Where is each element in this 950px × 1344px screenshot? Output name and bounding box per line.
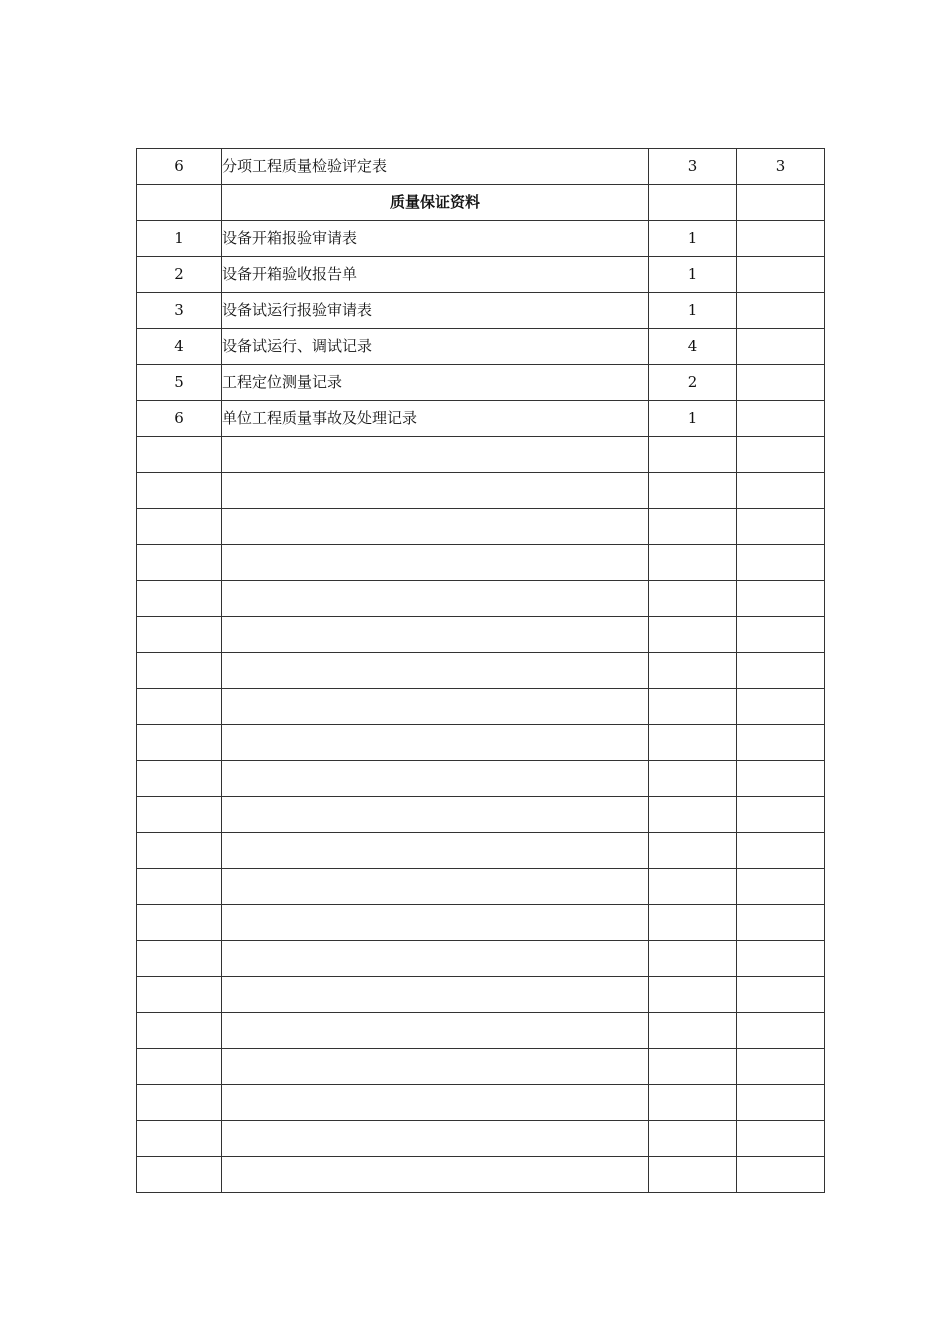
row-number-cell: 1 [137, 221, 222, 257]
empty-table-row [137, 725, 825, 761]
empty-cell [222, 437, 649, 473]
empty-table-row [137, 1157, 825, 1193]
quantity-b-cell [737, 185, 825, 221]
empty-table-row [137, 833, 825, 869]
empty-cell [222, 869, 649, 905]
empty-cell [137, 725, 222, 761]
empty-cell [737, 1013, 825, 1049]
quantity-a-cell [649, 185, 737, 221]
empty-cell [737, 437, 825, 473]
empty-cell [649, 833, 737, 869]
section-header-row [137, 185, 825, 221]
empty-cell [222, 1121, 649, 1157]
table-row [137, 257, 825, 293]
empty-table-row [137, 941, 825, 977]
empty-cell [737, 761, 825, 797]
empty-cell [649, 1085, 737, 1121]
empty-cell [649, 437, 737, 473]
empty-cell [737, 689, 825, 725]
quantity-b-cell [737, 365, 825, 401]
empty-cell [137, 905, 222, 941]
empty-cell [737, 869, 825, 905]
empty-cell [649, 869, 737, 905]
empty-table-row [137, 509, 825, 545]
empty-cell [222, 761, 649, 797]
empty-cell [649, 1049, 737, 1085]
empty-cell [737, 653, 825, 689]
empty-cell [137, 869, 222, 905]
empty-cell [222, 905, 649, 941]
empty-cell [649, 797, 737, 833]
table-row [137, 221, 825, 257]
item-name-cell: 工程定位测量记录 [222, 365, 649, 401]
empty-table-row [137, 545, 825, 581]
empty-cell [649, 509, 737, 545]
empty-cell [649, 473, 737, 509]
empty-cell [222, 1085, 649, 1121]
empty-table-row [137, 1013, 825, 1049]
empty-cell [137, 1049, 222, 1085]
empty-cell [222, 689, 649, 725]
empty-cell [737, 905, 825, 941]
empty-cell [737, 545, 825, 581]
empty-cell [222, 1049, 649, 1085]
quantity-a-cell: 1 [649, 401, 737, 437]
quantity-a-cell: 1 [649, 221, 737, 257]
empty-cell [222, 617, 649, 653]
quantity-b-cell: 3 [737, 149, 825, 185]
empty-cell [737, 977, 825, 1013]
empty-cell [222, 581, 649, 617]
empty-cell [649, 689, 737, 725]
empty-cell [222, 941, 649, 977]
empty-cell [137, 473, 222, 509]
empty-cell [737, 1085, 825, 1121]
empty-cell [222, 509, 649, 545]
empty-cell [137, 509, 222, 545]
empty-table-row [137, 977, 825, 1013]
empty-cell [137, 1013, 222, 1049]
row-number-cell: 5 [137, 365, 222, 401]
empty-cell [137, 653, 222, 689]
empty-table-row [137, 761, 825, 797]
quantity-a-cell: 3 [649, 149, 737, 185]
table-row [137, 149, 825, 185]
empty-cell [137, 689, 222, 725]
empty-table-row [137, 1121, 825, 1157]
empty-cell [222, 545, 649, 581]
empty-table-row [137, 797, 825, 833]
empty-cell [737, 473, 825, 509]
item-name-cell: 设备试运行报验审请表 [222, 293, 649, 329]
empty-cell [649, 725, 737, 761]
empty-cell [649, 905, 737, 941]
table-body [137, 149, 825, 1193]
table-row [137, 365, 825, 401]
empty-cell [737, 509, 825, 545]
row-number-cell: 4 [137, 329, 222, 365]
row-number-cell: 6 [137, 401, 222, 437]
empty-cell [737, 617, 825, 653]
empty-cell [649, 977, 737, 1013]
empty-table-row [137, 1085, 825, 1121]
item-name-cell: 设备试运行、调试记录 [222, 329, 649, 365]
empty-cell [137, 545, 222, 581]
empty-cell [737, 581, 825, 617]
empty-table-row [137, 689, 825, 725]
empty-cell [222, 977, 649, 1013]
quantity-b-cell [737, 293, 825, 329]
empty-cell [137, 1157, 222, 1193]
empty-cell [137, 833, 222, 869]
empty-cell [649, 545, 737, 581]
empty-cell [222, 653, 649, 689]
empty-cell [137, 617, 222, 653]
empty-cell [737, 725, 825, 761]
table-row [137, 293, 825, 329]
empty-cell [137, 581, 222, 617]
item-name-cell: 分项工程质量检验评定表 [222, 149, 649, 185]
empty-cell [137, 437, 222, 473]
empty-cell [222, 1157, 649, 1193]
empty-table-row [137, 653, 825, 689]
empty-table-row [137, 581, 825, 617]
quantity-b-cell [737, 401, 825, 437]
quantity-a-cell: 4 [649, 329, 737, 365]
row-number-cell [137, 185, 222, 221]
empty-cell [737, 1049, 825, 1085]
empty-cell [137, 941, 222, 977]
row-number-cell: 2 [137, 257, 222, 293]
quantity-a-cell: 2 [649, 365, 737, 401]
section-title: 质量保证资料 [222, 185, 649, 221]
empty-table-row [137, 617, 825, 653]
empty-cell [737, 1121, 825, 1157]
empty-cell [737, 833, 825, 869]
empty-cell [137, 977, 222, 1013]
empty-table-row [137, 437, 825, 473]
empty-cell [222, 725, 649, 761]
empty-cell [137, 1121, 222, 1157]
quantity-a-cell: 1 [649, 257, 737, 293]
empty-table-row [137, 869, 825, 905]
row-number-cell: 3 [137, 293, 222, 329]
empty-table-row [137, 1049, 825, 1085]
table-row [137, 329, 825, 365]
empty-cell [649, 761, 737, 797]
empty-cell [222, 797, 649, 833]
item-name-cell: 设备开箱报验审请表 [222, 221, 649, 257]
empty-cell [222, 833, 649, 869]
empty-cell [137, 1085, 222, 1121]
quantity-b-cell [737, 257, 825, 293]
document-table [136, 148, 825, 1193]
table-row [137, 401, 825, 437]
empty-cell [649, 1121, 737, 1157]
empty-table-row [137, 473, 825, 509]
item-name-cell: 设备开箱验收报告单 [222, 257, 649, 293]
empty-cell [737, 941, 825, 977]
empty-cell [737, 1157, 825, 1193]
empty-cell [737, 797, 825, 833]
empty-cell [649, 653, 737, 689]
quantity-b-cell [737, 221, 825, 257]
empty-table-row [137, 905, 825, 941]
quantity-a-cell: 1 [649, 293, 737, 329]
empty-cell [649, 941, 737, 977]
empty-cell [649, 1157, 737, 1193]
empty-cell [222, 1013, 649, 1049]
empty-cell [649, 581, 737, 617]
empty-cell [649, 1013, 737, 1049]
empty-cell [137, 761, 222, 797]
empty-cell [137, 797, 222, 833]
item-name-cell: 单位工程质量事故及处理记录 [222, 401, 649, 437]
empty-cell [222, 473, 649, 509]
quantity-b-cell [737, 329, 825, 365]
row-number-cell: 6 [137, 149, 222, 185]
empty-cell [649, 617, 737, 653]
